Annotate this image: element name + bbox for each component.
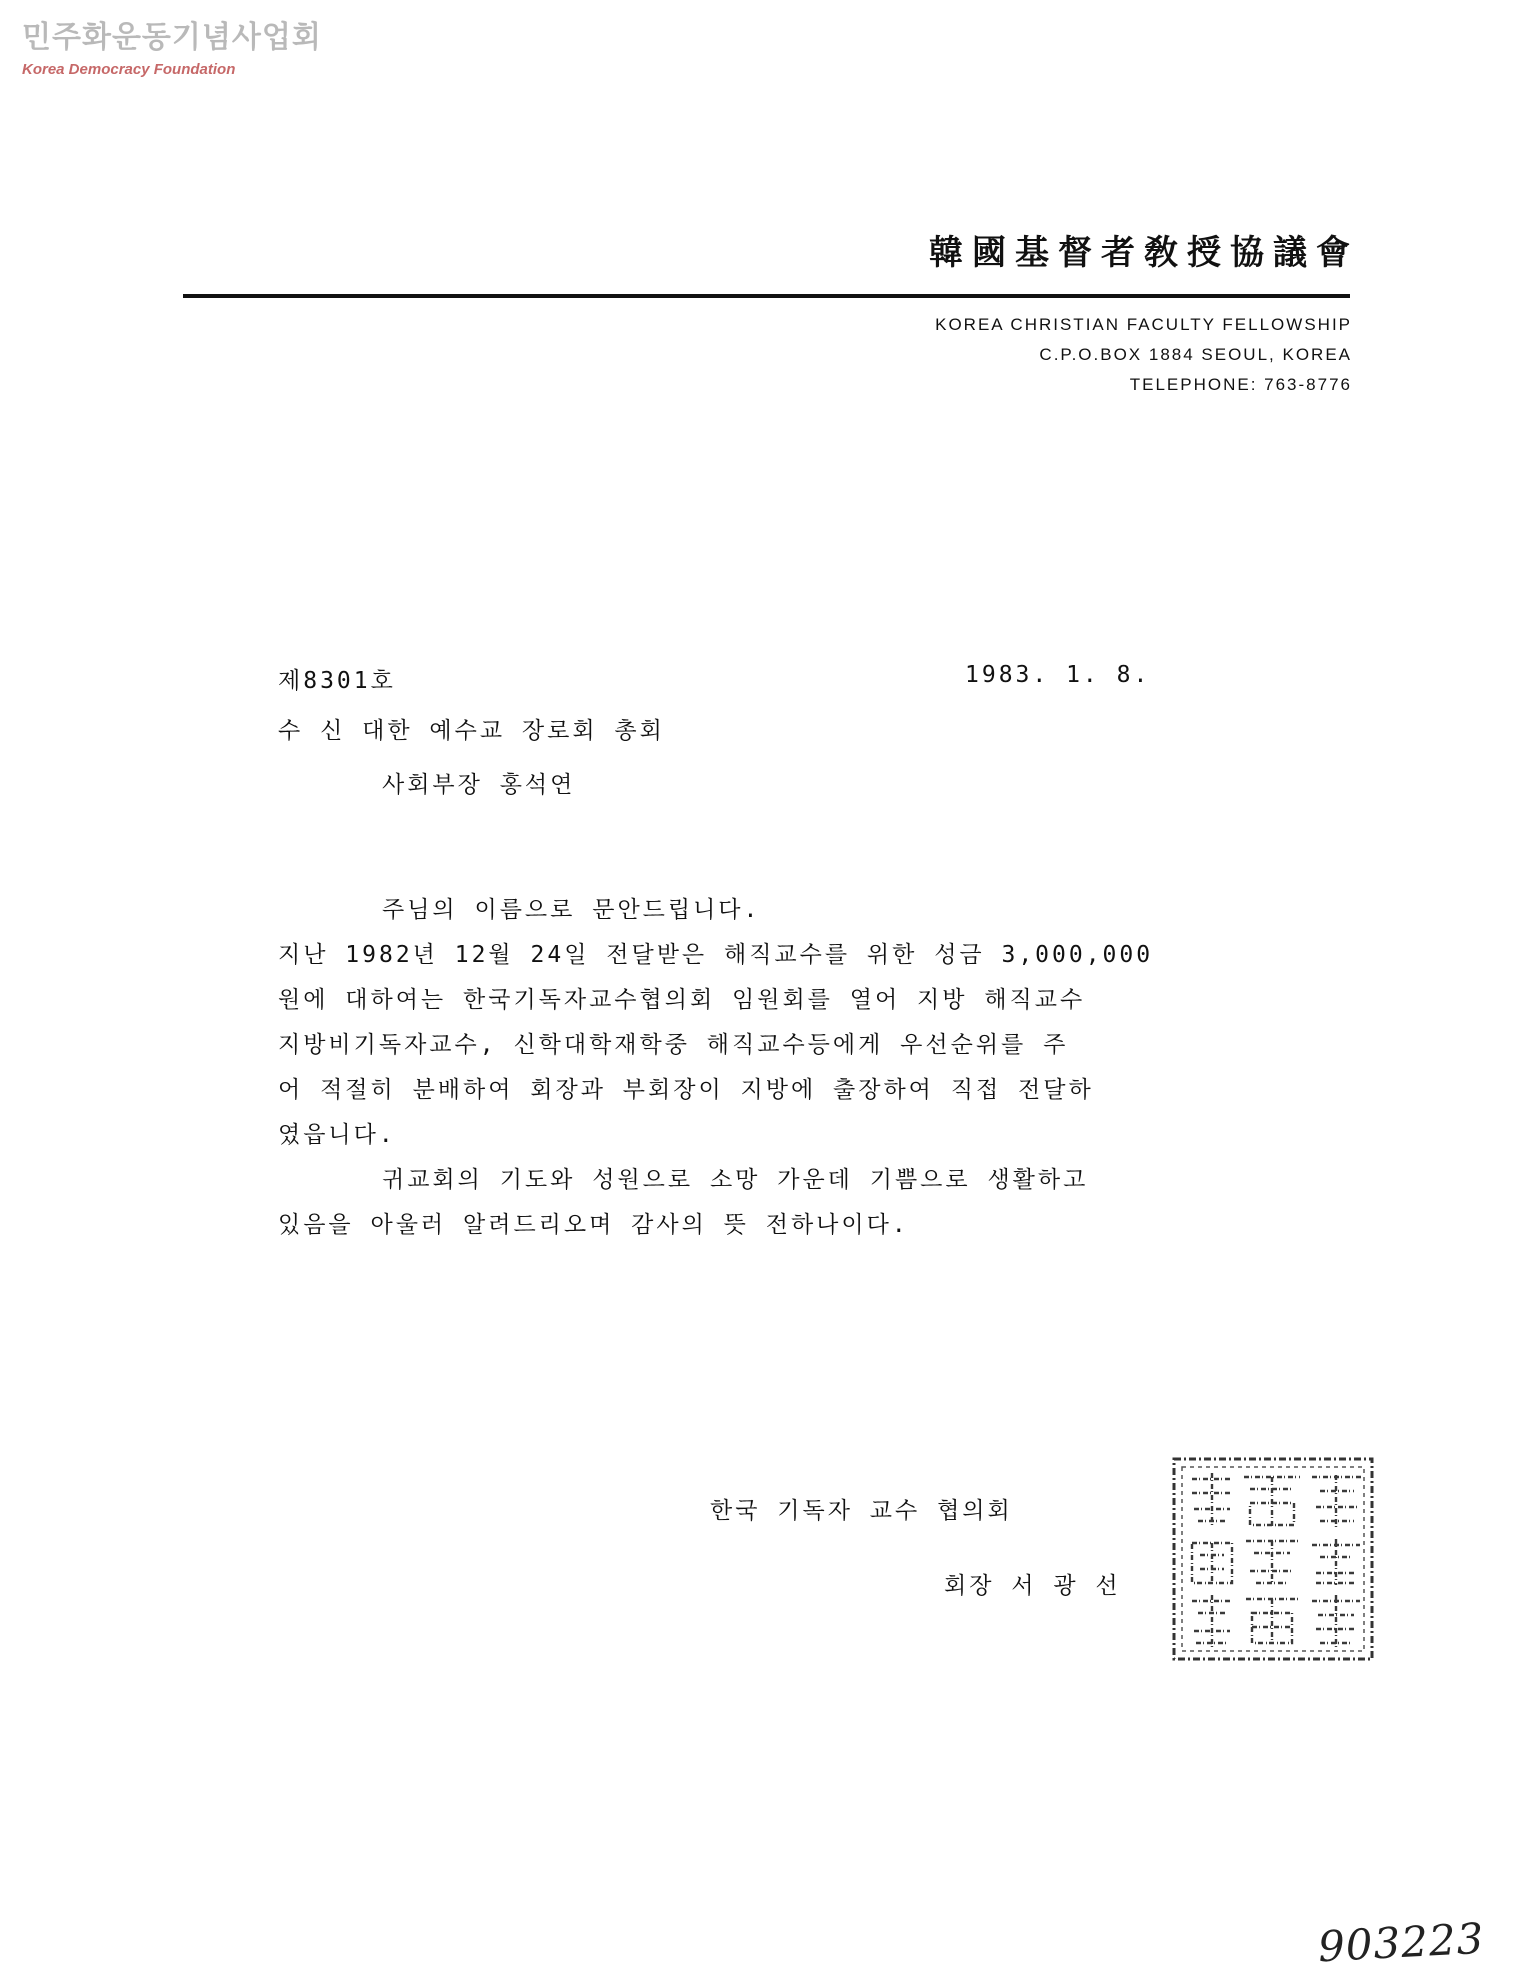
org-name-hanja: 韓國基督者敎授協議會 — [929, 233, 1359, 273]
org-english-block — [183, 310, 1352, 400]
signature-name: 회장 서 광 선 — [944, 1573, 1121, 1599]
handwritten-archive-number: 903223 — [1316, 1913, 1486, 1972]
body-line: 지방비기독자교수, 신학대학재학중 해직교수등에게 우선순위를 주 — [278, 1032, 1069, 1058]
recipient-title: 사회부장 홍석연 — [382, 772, 576, 798]
org-name-english: KOREA CHRISTIAN FACULTY FELLOWSHIP — [935, 315, 1352, 334]
org-address: C.P.O.BOX 1884 SEOUL, KOREA — [1039, 345, 1352, 364]
body-line: 원에 대하여는 한국기독자교수협의회 임원회를 열어 지방 해직교수 — [278, 987, 1086, 1013]
watermark-korean: 민주화운동기념사업회 — [22, 20, 322, 55]
letterhead — [183, 230, 1359, 400]
body-line: 였읍니다. — [278, 1122, 396, 1148]
body-line: 지난 1982년 12월 24일 전달받은 해직교수를 위한 성금 3,000,000 — [278, 942, 1154, 968]
body-line: 어 적절히 분배하여 회장과 부회장이 지방에 출장하여 직접 전달하 — [278, 1077, 1094, 1103]
recipient: 수 신 대한 예수교 장로회 총회 — [278, 718, 665, 744]
org-telephone: TELEPHONE: 763-8776 — [1129, 375, 1352, 394]
watermark-english: Korea Democracy Foundation — [22, 61, 236, 78]
official-seal — [1170, 1455, 1376, 1663]
signature-organization: 한국 기독자 교수 협의회 — [710, 1498, 1013, 1524]
body-line: 귀교회의 기도와 성원으로 소망 가운데 기쁨으로 생활하고 — [382, 1167, 1089, 1193]
letterhead-rule — [183, 294, 1350, 298]
document-number: 제8301호 — [278, 668, 396, 694]
document-date: 1983. 1. 8. — [965, 662, 1151, 688]
greeting: 주님의 이름으로 문안드립니다. — [382, 897, 761, 923]
watermark — [22, 18, 322, 80]
letter-body — [278, 888, 1278, 1248]
body-line: 있음을 아울러 알려드리오며 감사의 뜻 전하나이다. — [278, 1212, 909, 1238]
